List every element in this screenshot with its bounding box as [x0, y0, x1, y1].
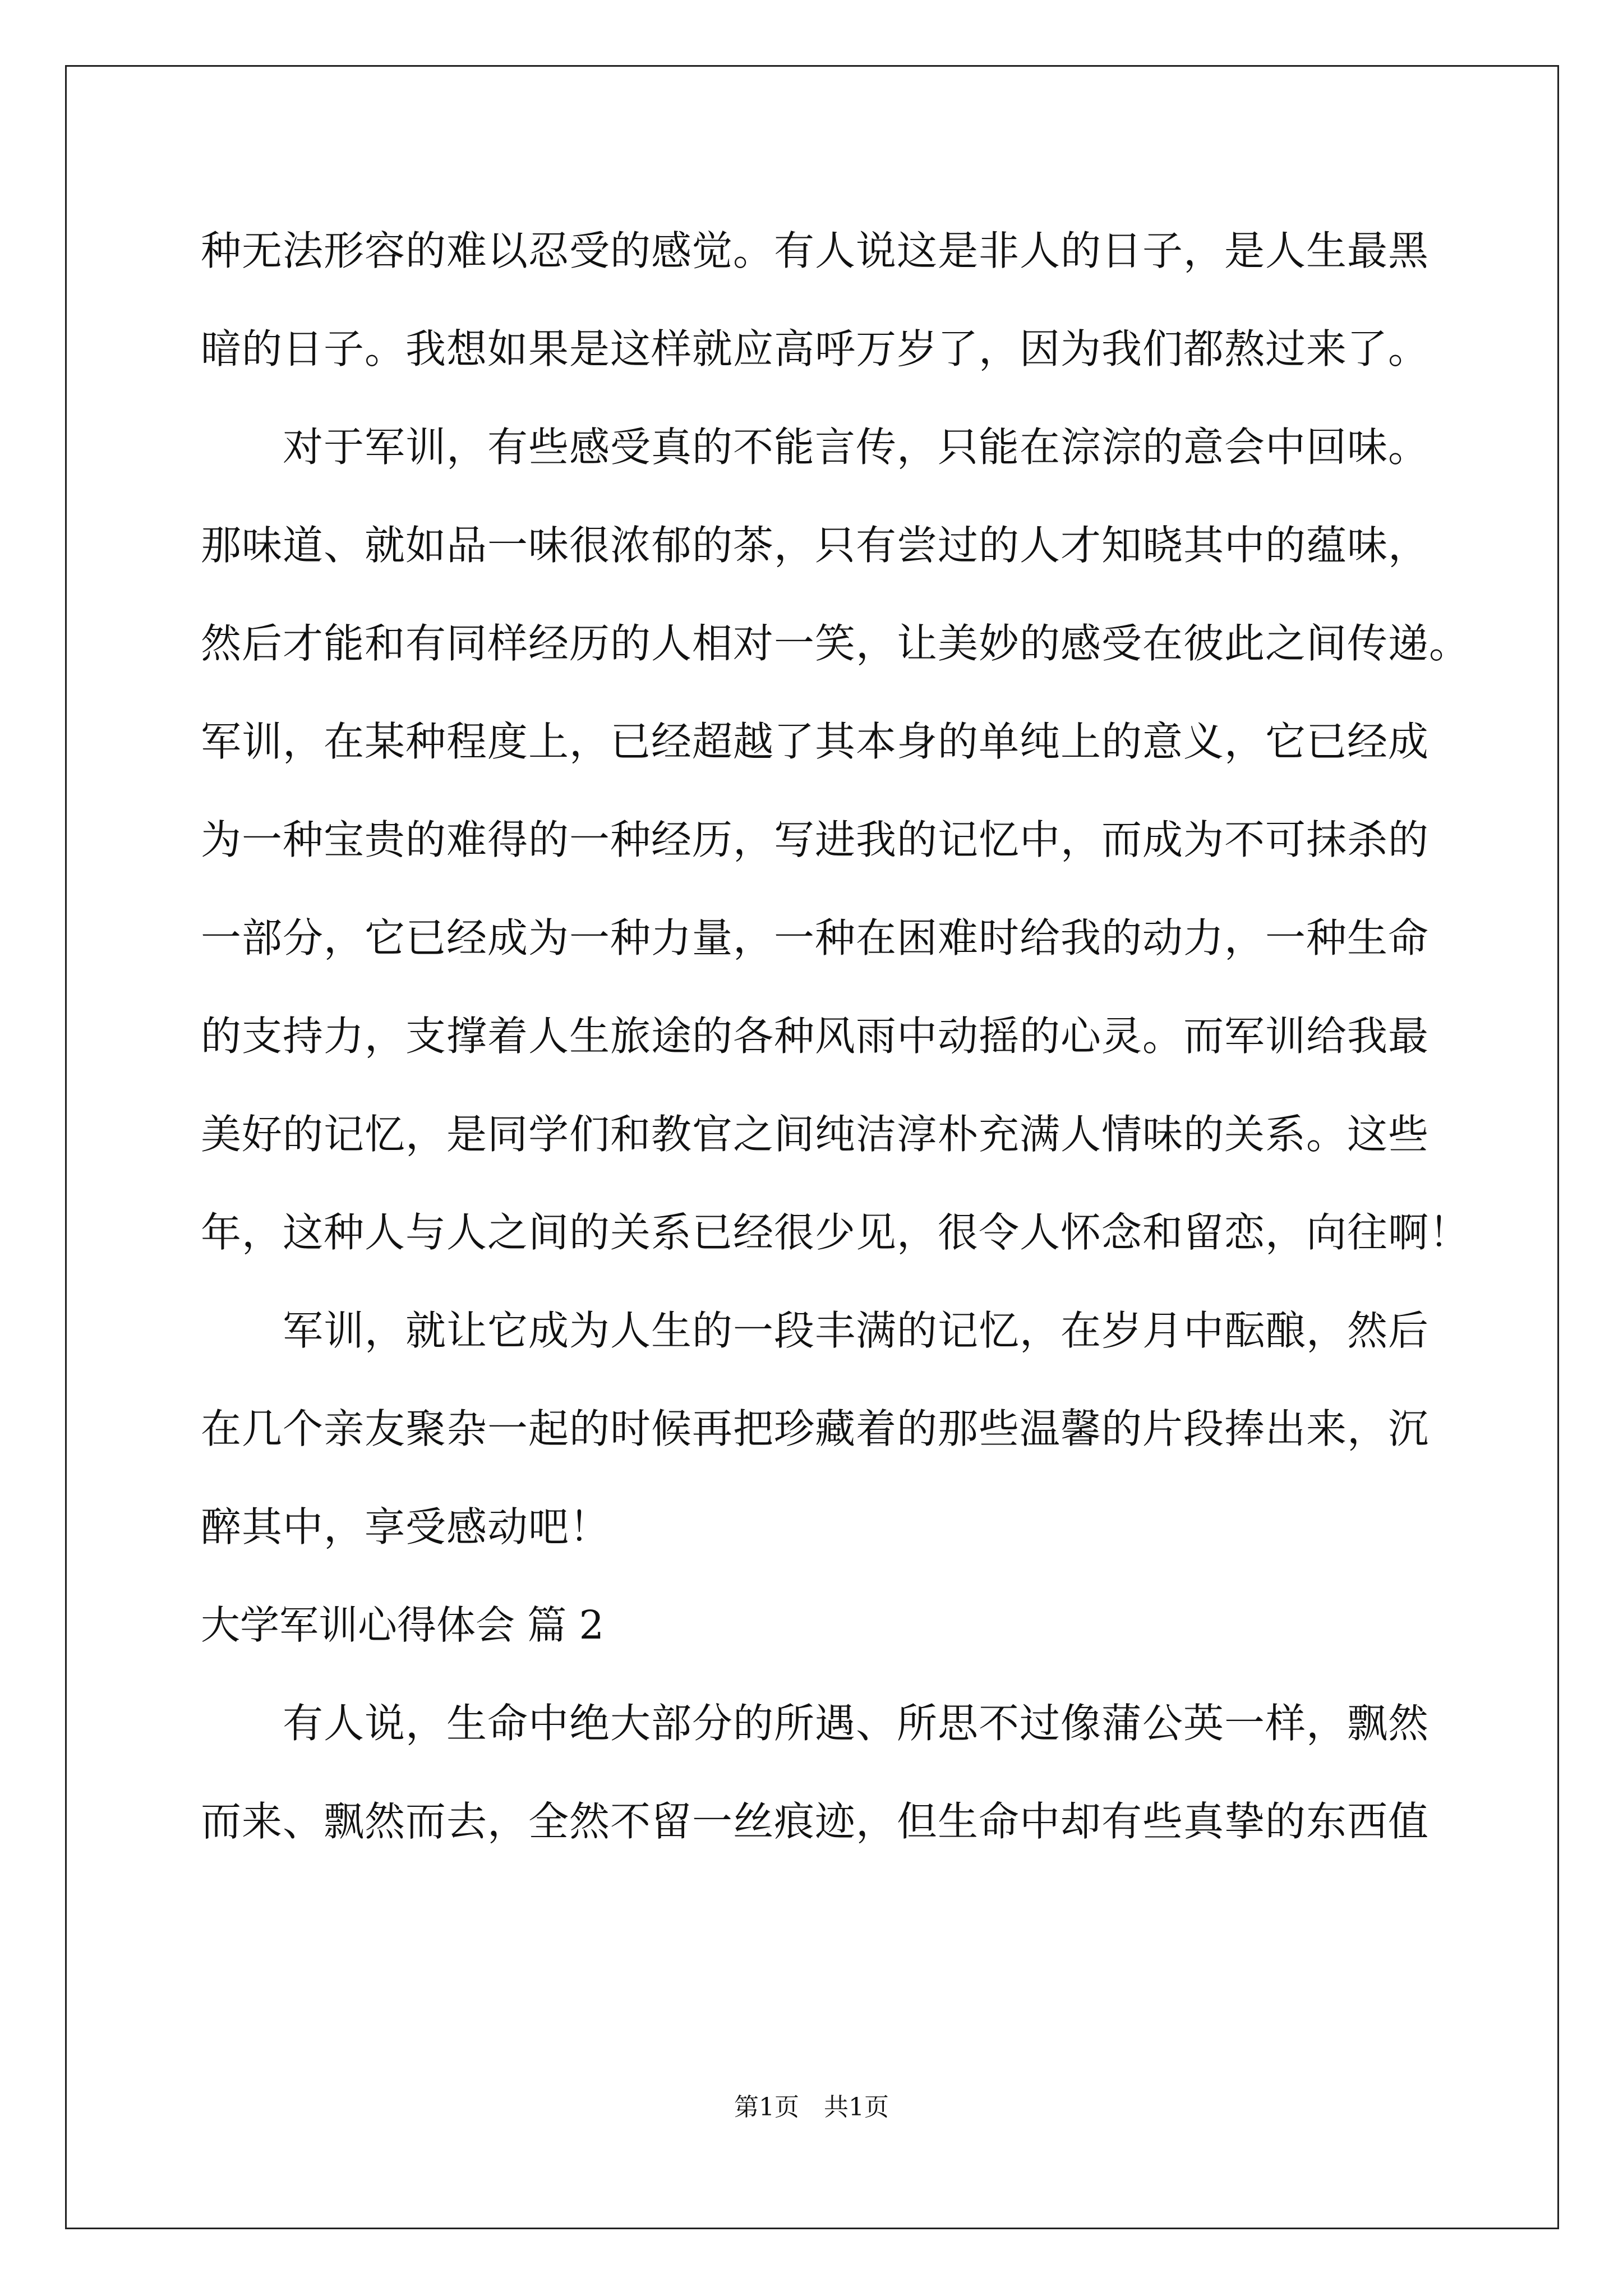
body-line: 醉其中，享受感动吧！ — [201, 1503, 611, 1550]
body-line: 一部分，它已经成为一种力量，一种在困难时给我的动力，一种生命 — [201, 914, 1430, 961]
body-line: 年，这种人与人之间的关系已经很少见，很令人怀念和留恋，向往啊！ — [201, 1209, 1470, 1256]
body-line: 为一种宝贵的难得的一种经历，写进我的记忆中，而成为不可抹杀的 — [201, 816, 1430, 863]
body-line: 军训，在某种程度上，已经超越了其本身的单纯上的意义，它已经成 — [201, 718, 1430, 765]
body-line: 那味道、就如品一味很浓郁的茶，只有尝过的人才知晓其中的蕴味， — [201, 522, 1430, 569]
section-heading: 大学军训心得体会 篇 2 — [201, 1602, 605, 1648]
body-line: 然后才能和有同样经历的人相对一笑，让美妙的感受在彼此之间传递。 — [201, 620, 1470, 667]
body-line: 暗的日子。我想如果是这样就应高呼万岁了，因为我们都熬过来了。 — [201, 325, 1430, 372]
body-line: 的支持力，支撑着人生旅途的各种风雨中动摇的心灵。而军训给我最 — [201, 1013, 1430, 1060]
body-line: 种无法形容的难以忍受的感觉。有人说这是非人的日子，是人生最黑 — [201, 227, 1430, 274]
body-line: 美好的记忆，是同学们和教官之间纯洁淳朴充满人情味的关系。这些 — [201, 1111, 1430, 1158]
paragraph-start-line: 有人说，生命中绝大部分的所遇、所思不过像蒲公英一样，飘然 — [201, 1700, 1430, 1747]
body-line: 在几个亲友聚杂一起的时候再把珍藏着的那些温馨的片段捧出来，沉 — [201, 1405, 1430, 1452]
paragraph-start-line: 对于军训，有些感受真的不能言传，只能在淙淙的意会中回味。 — [201, 424, 1430, 471]
page-number-footer: 第1页 共1页 — [734, 2093, 889, 2122]
body-line: 而来、飘然而去，全然不留一丝痕迹，但生命中却有些真挚的东西值 — [201, 1798, 1430, 1845]
paragraph-start-line: 军训，就让它成为人生的一段丰满的记忆，在岁月中酝酿，然后 — [201, 1307, 1430, 1354]
